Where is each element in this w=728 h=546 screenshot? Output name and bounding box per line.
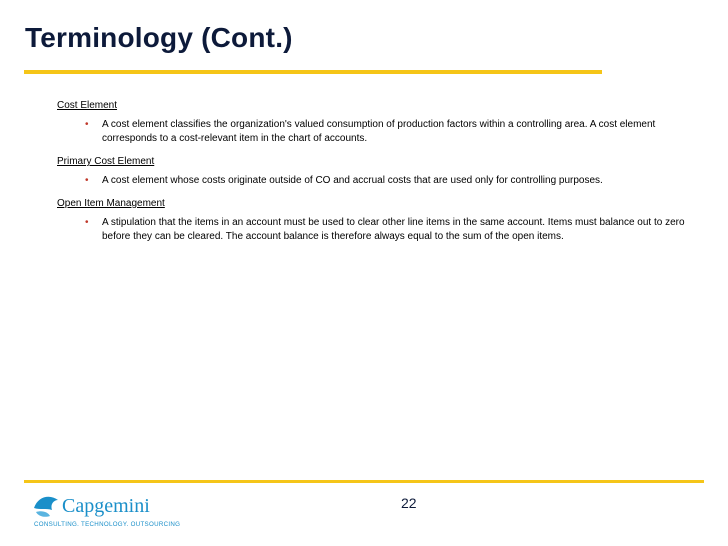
term-heading: Primary Cost Element (57, 156, 155, 167)
term-bullet (85, 174, 697, 188)
term-block-primary-cost-element (57, 156, 697, 188)
bullet-icon: • (85, 217, 89, 228)
logo-wordmark: Capgemini (62, 495, 150, 517)
slide-title: Terminology (Cont.) (25, 22, 293, 53)
term-bullet (85, 216, 697, 244)
title-underline (24, 70, 602, 74)
bullet-text: A stipulation that the items in an account must be used to clear other line items in the same account. Items must balance out to zero before they can be cleared. The account balance is therefore always equal to the sum of the open items. (102, 217, 685, 242)
logo-tagline: CONSULTING. TECHNOLOGY. OUTSOURCING (34, 521, 181, 528)
page-number: 22 (401, 495, 417, 511)
capgemini-emblem-icon (34, 497, 58, 517)
term-bullet (85, 118, 697, 146)
term-block-cost-element (57, 100, 697, 146)
terms-list (57, 100, 697, 254)
term-block-open-item-management (57, 198, 697, 244)
bullet-text: A cost element whose costs originate outside of CO and accrual costs that are used only for controlling purposes. (102, 175, 603, 186)
term-heading: Cost Element (57, 100, 118, 111)
bullet-icon: • (85, 119, 89, 130)
term-heading: Open Item Management (57, 198, 165, 209)
footer-rule (24, 480, 704, 483)
bullet-text: A cost element classifies the organization's valued consumption of production factors within a controlling area. A cost element corresponds to a cost-relevant item in the chart of accounts. (102, 119, 656, 144)
bullet-icon: • (85, 175, 89, 186)
capgemini-logo (30, 490, 190, 530)
